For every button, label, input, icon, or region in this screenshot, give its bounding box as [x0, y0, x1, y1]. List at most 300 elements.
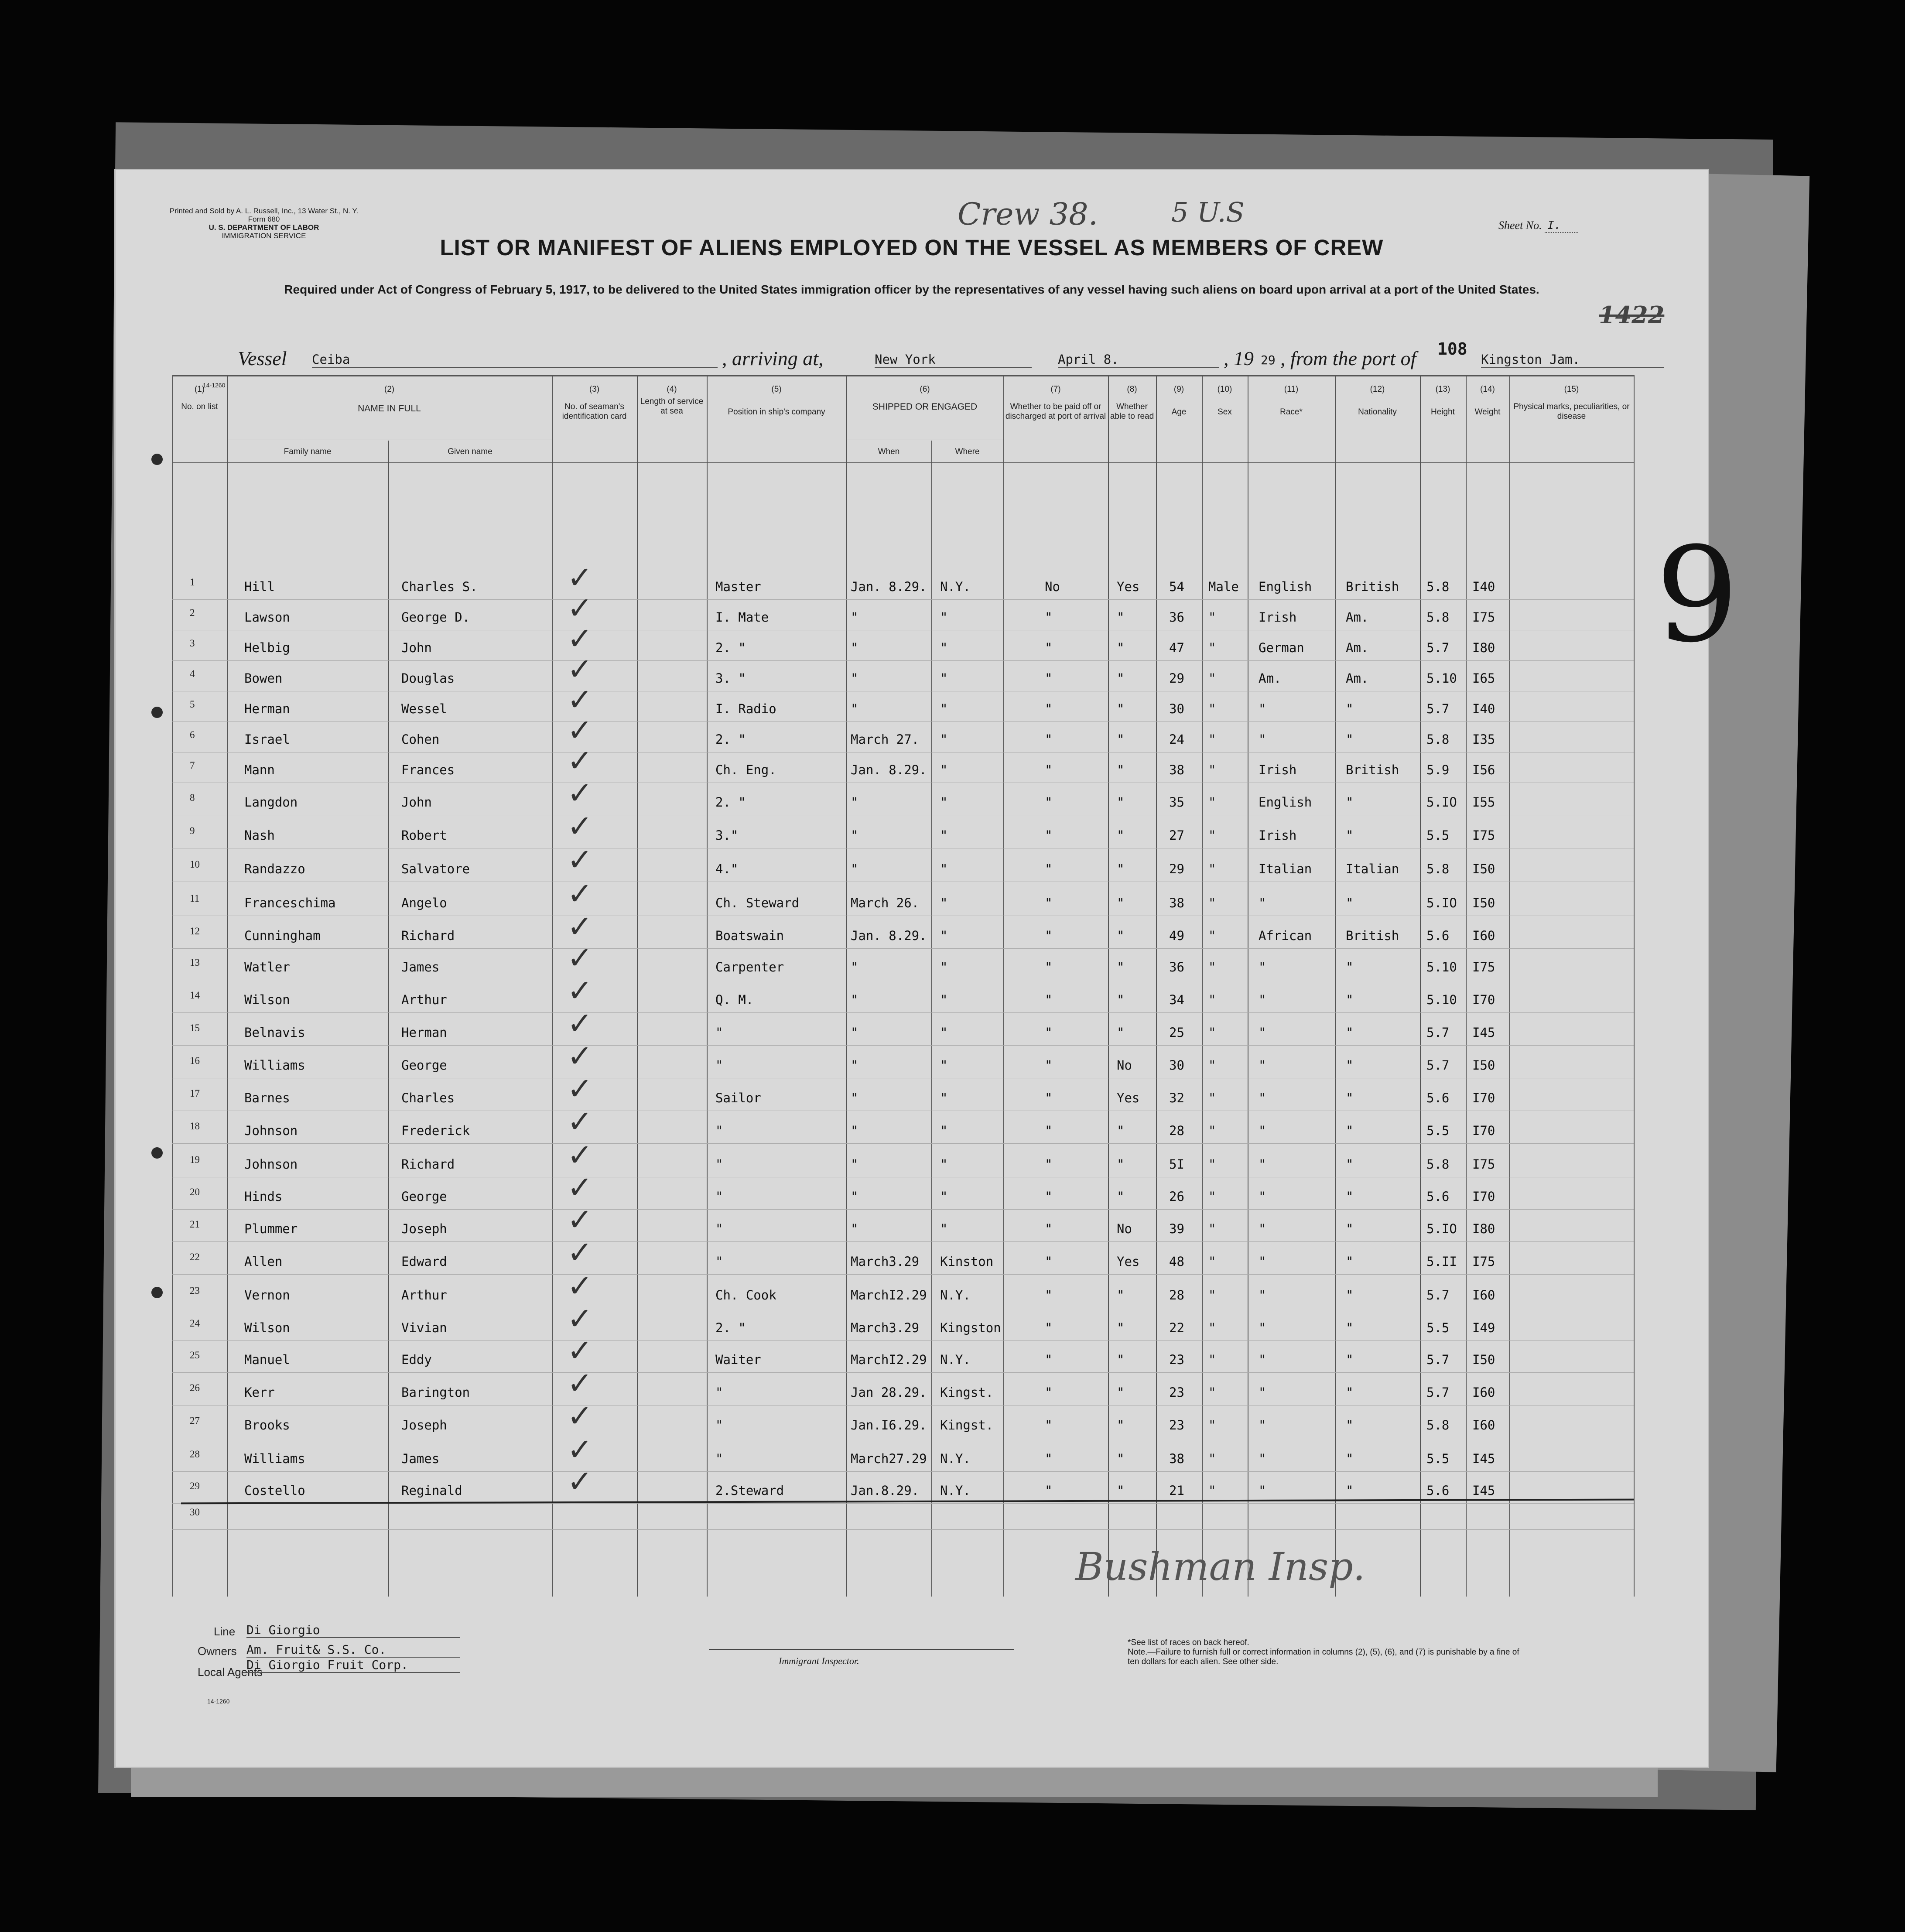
- position-cell: Carpenter: [715, 960, 784, 975]
- family-name-cell: Williams: [244, 1058, 305, 1073]
- sex-cell: ": [1208, 1025, 1216, 1040]
- family-name-cell: Herman: [244, 701, 290, 716]
- row-number: 29: [190, 1481, 200, 1491]
- nationality-cell: ": [1346, 701, 1354, 716]
- shipped-when-cell: March3.29: [851, 1254, 920, 1269]
- paid-off-cell: ": [1045, 610, 1053, 625]
- col5-number: (5): [771, 385, 782, 394]
- shipped-where-cell: Kingst.: [940, 1385, 994, 1400]
- table-row: [172, 682, 1634, 732]
- table-row: [172, 1169, 1634, 1220]
- col10-label: Sex: [1218, 407, 1232, 417]
- age-cell: 30: [1169, 1058, 1184, 1073]
- row-number: 20: [190, 1187, 200, 1197]
- shipped-where-cell: ": [940, 1123, 948, 1138]
- nationality-cell: Italian: [1346, 862, 1399, 876]
- height-cell: 5.8: [1426, 1157, 1450, 1172]
- position-cell: ": [715, 1418, 723, 1433]
- able-to-read-cell: ": [1117, 795, 1125, 810]
- row-number: 23: [190, 1285, 200, 1296]
- id-card-check-icon: ✓: [567, 1365, 593, 1401]
- height-cell: 5.8: [1426, 579, 1450, 594]
- note-races: *See list of races on back hereof.: [1128, 1638, 1249, 1647]
- row-number: 17: [190, 1088, 200, 1099]
- id-card-check-icon: ✓: [567, 621, 593, 657]
- where-header: Where: [955, 447, 980, 456]
- given-name-cell: Douglas: [401, 671, 455, 686]
- table-row: [172, 842, 1634, 892]
- id-card-check-icon: ✓: [567, 1432, 593, 1467]
- col4-header: [637, 385, 707, 416]
- able-to-read-cell: ": [1117, 1483, 1125, 1498]
- row-rule: [172, 1372, 1634, 1373]
- family-name-cell: Helbig: [244, 640, 290, 655]
- row-number: 27: [190, 1415, 200, 1426]
- col15-number: (15): [1564, 385, 1579, 394]
- age-cell: 36: [1169, 960, 1184, 975]
- given-name-cell: Joseph: [401, 1221, 447, 1236]
- given-name-cell: John: [401, 640, 432, 655]
- id-card-check-icon: ✓: [567, 1202, 593, 1238]
- col14-number: (14): [1480, 385, 1495, 394]
- age-cell: 28: [1169, 1123, 1184, 1138]
- paid-off-cell: ": [1045, 640, 1053, 655]
- shipped-where-cell: N.Y.: [940, 1352, 971, 1367]
- shipped-when-cell: ": [851, 795, 858, 810]
- age-cell: 30: [1169, 701, 1184, 716]
- given-name-cell: Barington: [401, 1385, 470, 1400]
- row-rule: [172, 1143, 1634, 1144]
- sex-cell: ": [1208, 960, 1216, 975]
- race-cell: ": [1259, 1451, 1266, 1466]
- able-to-read-cell: ": [1117, 1189, 1125, 1204]
- row-number: 15: [190, 1022, 200, 1033]
- shipped-where-cell: ": [940, 671, 948, 686]
- race-cell: ": [1259, 1254, 1266, 1269]
- paid-off-cell: ": [1045, 1385, 1053, 1400]
- race-cell: ": [1259, 1288, 1266, 1303]
- weight-cell: I75: [1472, 960, 1495, 975]
- shipped-when-cell: ": [851, 1091, 858, 1105]
- row-number: 7: [190, 760, 195, 771]
- weight-cell: I45: [1472, 1025, 1495, 1040]
- paid-off-cell: ": [1045, 1320, 1053, 1335]
- arrival-date: April 8.: [1058, 352, 1219, 368]
- vessel-label: Vessel: [238, 347, 287, 369]
- nationality-cell: ": [1346, 1058, 1354, 1073]
- race-cell: Irish: [1259, 610, 1297, 625]
- given-name-cell: Herman: [401, 1025, 447, 1040]
- punch-hole: [151, 454, 163, 465]
- race-cell: Italian: [1259, 862, 1312, 876]
- row-number: 12: [190, 926, 200, 937]
- age-cell: 36: [1169, 610, 1184, 625]
- paid-off-cell: ": [1045, 960, 1053, 975]
- height-cell: 5.7: [1426, 1025, 1450, 1040]
- age-cell: 29: [1169, 671, 1184, 686]
- table-row: [172, 909, 1634, 959]
- weight-cell: I55: [1472, 795, 1495, 810]
- struck-out-stamp: 1422: [1599, 301, 1665, 329]
- table-row: [172, 1038, 1634, 1088]
- shipped-where-cell: N.Y.: [940, 1288, 971, 1303]
- table-row: [172, 621, 1634, 671]
- table-row: [172, 1333, 1634, 1383]
- col13-label: Height: [1431, 407, 1455, 417]
- family-name-cell: Allen: [244, 1254, 283, 1269]
- shipped-where-cell: Kinston: [940, 1254, 994, 1269]
- id-card-check-icon: ✓: [567, 1268, 593, 1304]
- race-cell: ": [1259, 732, 1266, 747]
- given-name-cell: Reginald: [401, 1483, 462, 1498]
- weight-cell: I75: [1472, 828, 1495, 843]
- age-cell: 28: [1169, 1288, 1184, 1303]
- shipped-where-cell: ": [940, 610, 948, 625]
- family-name-cell: Mann: [244, 763, 275, 777]
- shipped-where-cell: ": [940, 763, 948, 777]
- race-cell: ": [1259, 1221, 1266, 1236]
- position-cell: Ch. Steward: [715, 896, 800, 910]
- col11-label: Race*: [1280, 407, 1303, 417]
- id-card-check-icon: ✓: [567, 1234, 593, 1270]
- paid-off-cell: ": [1045, 862, 1053, 876]
- sex-cell: ": [1208, 1254, 1216, 1269]
- given-name-cell: Frances: [401, 763, 455, 777]
- paid-off-cell: ": [1045, 828, 1053, 843]
- height-cell: 5.8: [1426, 732, 1450, 747]
- inspector-signature: Bushman Insp.: [1075, 1544, 1365, 1589]
- nationality-cell: British: [1346, 763, 1399, 777]
- family-name-cell: Hinds: [244, 1189, 283, 1204]
- margin-page-number: 9: [1655, 519, 1739, 671]
- given-name-cell: Arthur: [401, 1288, 447, 1303]
- table-row: [172, 1268, 1634, 1318]
- race-cell: Irish: [1259, 828, 1297, 843]
- shipped-where-cell: ": [940, 1091, 948, 1105]
- col9-label: Age: [1171, 407, 1187, 417]
- position-cell: 2.Steward: [715, 1483, 784, 1498]
- weight-cell: I45: [1472, 1483, 1495, 1498]
- shipped-where-cell: N.Y.: [940, 579, 971, 594]
- paid-off-cell: ": [1045, 1418, 1053, 1433]
- family-name-cell: Wilson: [244, 1320, 290, 1335]
- shipped-when-cell: ": [851, 862, 858, 876]
- shipped-when-cell: ": [851, 1058, 858, 1073]
- weight-cell: I40: [1472, 579, 1495, 594]
- shipped-when-cell: ": [851, 828, 858, 843]
- row-rule: [172, 1340, 1634, 1341]
- nationality-cell: British: [1346, 579, 1399, 594]
- shipped-when-cell: ": [851, 671, 858, 686]
- shipped-where-cell: ": [940, 640, 948, 655]
- weight-cell: I65: [1472, 671, 1495, 686]
- sex-cell: ": [1208, 896, 1216, 910]
- race-cell: ": [1259, 1483, 1266, 1498]
- given-name-cell: George: [401, 1189, 447, 1204]
- able-to-read-cell: ": [1117, 828, 1125, 843]
- weight-cell: I56: [1472, 763, 1495, 777]
- age-cell: 25: [1169, 1025, 1184, 1040]
- height-cell: 5.10: [1426, 671, 1457, 686]
- id-card-check-icon: ✓: [567, 560, 593, 595]
- able-to-read-cell: ": [1117, 1288, 1125, 1303]
- family-name-cell: Manuel: [244, 1352, 290, 1367]
- sex-cell: Male: [1208, 579, 1239, 594]
- height-cell: 5.7: [1426, 1288, 1450, 1303]
- race-cell: Am.: [1259, 671, 1282, 686]
- row-number: 14: [190, 990, 200, 1001]
- sex-cell: ": [1208, 1221, 1216, 1236]
- given-name-cell: John: [401, 795, 432, 810]
- col1-number: (1): [194, 385, 205, 394]
- family-name-header: Family name: [284, 447, 332, 456]
- race-cell: ": [1259, 1058, 1266, 1073]
- shipped-when-cell: ": [851, 1221, 858, 1236]
- id-card-check-icon: ✓: [567, 1169, 593, 1205]
- id-card-check-icon: ✓: [567, 1071, 593, 1107]
- id-card-check-icon: ✓: [567, 1137, 593, 1173]
- punch-hole: [151, 1287, 163, 1298]
- row-number: 19: [190, 1154, 200, 1165]
- table-row: [172, 1509, 1634, 1540]
- agents-value: Di Giorgio Fruit Corp.: [246, 1658, 460, 1673]
- position-cell: Boatswain: [715, 928, 784, 943]
- table-row: [172, 973, 1634, 1023]
- race-cell: ": [1259, 1352, 1266, 1367]
- race-cell: ": [1259, 1418, 1266, 1433]
- paid-off-cell: ": [1045, 732, 1053, 747]
- age-cell: 32: [1169, 1091, 1184, 1105]
- race-cell: ": [1259, 1157, 1266, 1172]
- row-rule: [172, 1241, 1634, 1242]
- form-code-bottom: 14-1260: [207, 1698, 230, 1705]
- position-cell: 4.": [715, 862, 739, 876]
- sex-cell: ": [1208, 1320, 1216, 1335]
- nationality-cell: ": [1346, 1352, 1354, 1367]
- paid-off-cell: ": [1045, 1091, 1053, 1105]
- height-cell: 5.7: [1426, 640, 1450, 655]
- given-name-cell: Edward: [401, 1254, 447, 1269]
- col11-number: (11): [1284, 385, 1299, 394]
- row-number: 24: [190, 1318, 200, 1329]
- age-cell: 49: [1169, 928, 1184, 943]
- page-subtitle: Required under Act of Congress of February 5, 1917, to be delivered to the United States immigration officer by the representatives of any vessel having such aliens on board upon arrival at a port of the United States.: [284, 283, 1539, 296]
- row-rule: [172, 1471, 1634, 1472]
- col10-header: [1202, 385, 1248, 417]
- sex-cell: ": [1208, 1288, 1216, 1303]
- weight-cell: I50: [1472, 862, 1495, 876]
- position-cell: ": [715, 1221, 723, 1236]
- paid-off-cell: ": [1045, 1157, 1053, 1172]
- family-name-cell: Vernon: [244, 1288, 290, 1303]
- able-to-read-cell: No: [1117, 1221, 1132, 1236]
- race-cell: Irish: [1259, 763, 1297, 777]
- row-number: 8: [190, 792, 195, 803]
- age-cell: 5I: [1169, 1157, 1184, 1172]
- family-name-cell: Williams: [244, 1451, 305, 1466]
- height-cell: 5.6: [1426, 928, 1450, 943]
- weight-cell: I75: [1472, 610, 1495, 625]
- family-name-cell: Lawson: [244, 610, 290, 625]
- nationality-cell: ": [1346, 1189, 1354, 1204]
- weight-cell: I80: [1472, 640, 1495, 655]
- given-name-cell: James: [401, 1451, 440, 1466]
- col9-header: [1156, 385, 1202, 417]
- col9-number: (9): [1173, 385, 1184, 394]
- able-to-read-cell: ": [1117, 1123, 1125, 1138]
- paid-off-cell: ": [1045, 1288, 1053, 1303]
- inspector-label: Immigrant Inspector.: [779, 1655, 859, 1666]
- able-to-read-cell: Yes: [1117, 579, 1140, 594]
- family-name-cell: Brooks: [244, 1418, 290, 1433]
- sex-cell: ": [1208, 671, 1216, 686]
- age-cell: 39: [1169, 1221, 1184, 1236]
- able-to-read-cell: ": [1117, 1385, 1125, 1400]
- id-card-check-icon: ✓: [567, 775, 593, 811]
- shipped-where-cell: ": [940, 992, 948, 1007]
- nationality-cell: ": [1346, 795, 1354, 810]
- shipped-where-cell: ": [940, 1157, 948, 1172]
- nationality-cell: ": [1346, 828, 1354, 843]
- nationality-cell: ": [1346, 1385, 1354, 1400]
- row-rule: [172, 660, 1634, 661]
- printer-line: U. S. DEPARTMENT OF LABOR: [209, 223, 319, 232]
- shipped-when-cell: MarchI2.29: [851, 1352, 927, 1367]
- col7-header: [1003, 385, 1108, 421]
- col15-header: [1509, 385, 1634, 421]
- able-to-read-cell: ": [1117, 992, 1125, 1007]
- paid-off-cell: ": [1045, 1058, 1053, 1073]
- family-name-cell: Israel: [244, 732, 290, 747]
- height-cell: 5.6: [1426, 1483, 1450, 1498]
- table-top-rule: [172, 375, 1634, 376]
- paid-off-cell: ": [1045, 795, 1053, 810]
- age-cell: 38: [1169, 896, 1184, 910]
- able-to-read-cell: ": [1117, 610, 1125, 625]
- id-card-check-icon: ✓: [567, 1398, 593, 1434]
- shipped-where-cell: Kingston: [940, 1320, 1001, 1335]
- arrival-port: New York: [875, 352, 1032, 368]
- id-card-check-icon: ✓: [567, 842, 593, 878]
- col1-header: [172, 385, 227, 412]
- nationality-cell: ": [1346, 1091, 1354, 1105]
- sheet-label: Sheet No.: [1498, 219, 1542, 232]
- table-row: [172, 1301, 1634, 1351]
- col2-label: NAME IN FULL: [358, 403, 421, 414]
- table-row: [172, 1104, 1634, 1154]
- height-cell: 5.II: [1426, 1254, 1457, 1269]
- id-card-check-icon: ✓: [567, 1464, 593, 1499]
- able-to-read-cell: Yes: [1117, 1254, 1140, 1269]
- position-cell: ": [715, 1189, 723, 1204]
- position-cell: 2. ": [715, 732, 746, 747]
- table-row: [172, 590, 1634, 640]
- position-cell: 2. ": [715, 795, 746, 810]
- id-card-check-icon: ✓: [567, 973, 593, 1009]
- nationality-cell: Am.: [1346, 671, 1369, 686]
- given-name-cell: George D.: [401, 610, 470, 625]
- shipped-where-cell: N.Y.: [940, 1451, 971, 1466]
- given-name-cell: Wessel: [401, 701, 447, 716]
- position-cell: Waiter: [715, 1352, 761, 1367]
- shipped-when-cell: ": [851, 640, 858, 655]
- vessel-name: Ceiba: [312, 352, 718, 368]
- given-name-cell: James: [401, 960, 440, 975]
- sex-cell: ": [1208, 610, 1216, 625]
- weight-cell: I75: [1472, 1157, 1495, 1172]
- height-cell: 5.7: [1426, 1352, 1450, 1367]
- height-cell: 5.IO: [1426, 1221, 1457, 1236]
- position-cell: ": [715, 1385, 723, 1400]
- sheet-number: [1498, 219, 1578, 232]
- given-name-cell: Vivian: [401, 1320, 447, 1335]
- able-to-read-cell: ": [1117, 763, 1125, 777]
- race-cell: ": [1259, 896, 1266, 910]
- able-to-read-cell: ": [1117, 1157, 1125, 1172]
- id-card-check-icon: ✓: [567, 1333, 593, 1368]
- col5-header: [707, 385, 846, 417]
- id-card-check-icon: ✓: [567, 1301, 593, 1337]
- shipped-when-cell: ": [851, 701, 858, 716]
- position-cell: Ch. Cook: [715, 1288, 776, 1303]
- when-header: When: [878, 447, 900, 456]
- row-rule: [172, 1209, 1634, 1210]
- nationality-cell: ": [1346, 896, 1354, 910]
- col3-label: No. of seaman's identification card: [562, 402, 627, 421]
- height-cell: 5.5: [1426, 1451, 1450, 1466]
- row-number: 16: [190, 1055, 200, 1066]
- id-card-check-icon: ✓: [567, 808, 593, 844]
- sex-cell: ": [1208, 1418, 1216, 1433]
- shipped-when-cell: Jan. 8.29.: [851, 928, 927, 943]
- shipped-when-cell: ": [851, 992, 858, 1007]
- paid-off-cell: ": [1045, 701, 1053, 716]
- shipped-when-cell: ": [851, 1025, 858, 1040]
- shipped-when-cell: March 26.: [851, 896, 920, 910]
- shipped-where-cell: ": [940, 701, 948, 716]
- sex-cell: ": [1208, 701, 1216, 716]
- weight-cell: I60: [1472, 1385, 1495, 1400]
- height-cell: 5.5: [1426, 828, 1450, 843]
- col4-label: Length of service at sea: [640, 397, 704, 416]
- row-number: 4: [190, 668, 195, 679]
- col6-header: [846, 385, 1003, 412]
- punch-hole: [151, 1147, 163, 1159]
- height-cell: 5.5: [1426, 1320, 1450, 1335]
- col12-label: Nationality: [1358, 407, 1397, 417]
- row-number: 1: [190, 577, 195, 588]
- age-cell: 27: [1169, 828, 1184, 843]
- sex-cell: ": [1208, 1483, 1216, 1498]
- age-cell: 34: [1169, 992, 1184, 1007]
- weight-cell: I49: [1472, 1320, 1495, 1335]
- page-title: LIST OR MANIFEST OF ALIENS EMPLOYED ON THE VESSEL AS MEMBERS OF CREW: [440, 235, 1384, 260]
- shipped-where-cell: ": [940, 928, 948, 943]
- shipped-where-cell: N.Y.: [940, 1483, 971, 1498]
- handwritten-crew-count: Crew 38.: [958, 196, 1098, 232]
- family-name-cell: Wilson: [244, 992, 290, 1007]
- shipped-when-cell: Jan 28.29.: [851, 1385, 927, 1400]
- shipped-when-cell: ": [851, 1189, 858, 1204]
- col5-label: Position in ship's company: [728, 407, 825, 417]
- shipped-when-cell: ": [851, 610, 858, 625]
- agents-label: Local Agents: [198, 1665, 263, 1679]
- position-cell: ": [715, 1254, 723, 1269]
- position-cell: Ch. Eng.: [715, 763, 776, 777]
- col14-label: Weight: [1474, 407, 1501, 417]
- weight-cell: I60: [1472, 1288, 1495, 1303]
- family-name-cell: Johnson: [244, 1123, 298, 1138]
